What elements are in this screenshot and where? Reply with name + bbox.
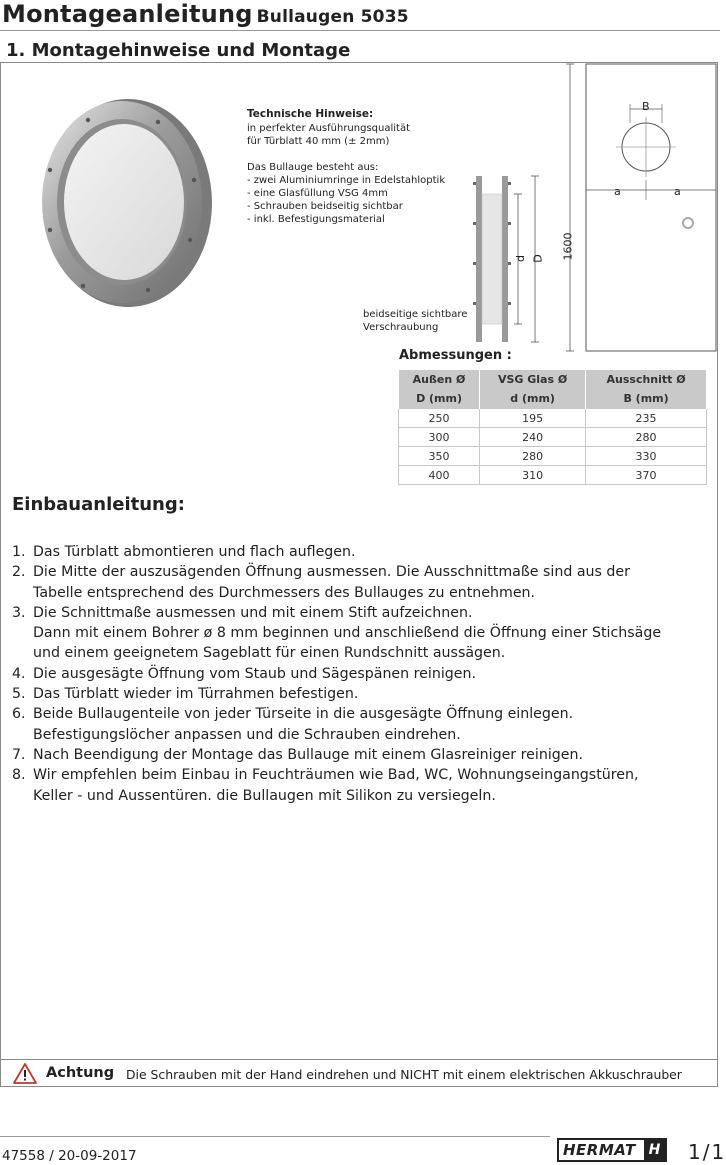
warning-label: Achtung [46, 1065, 115, 1081]
list-item [12, 684, 712, 704]
table-cell: 400 [399, 466, 480, 485]
step-number: 4. [12, 665, 26, 682]
technical-line: - zwei Aluminiumringe in Edelstahloptik [247, 175, 446, 186]
table-row [399, 466, 707, 485]
table-cell: 250 [399, 409, 480, 428]
step-text: Das Türblatt wieder im Türrahmen befestigen. [33, 686, 359, 703]
technical-notes [247, 122, 445, 226]
label-d-small: d [513, 255, 527, 262]
table-header-row [399, 389, 707, 409]
list-item [12, 664, 712, 684]
table-cell: 235 [586, 409, 707, 428]
step-number: 2. [12, 564, 26, 581]
footer-divider [0, 1136, 550, 1137]
dimensions-table [398, 370, 707, 485]
step-text: Die Schnittmaße ausmessen und mit einem Stift aufzeichnen. Dann mit einem Bohrer ø 8 mm beginnen und anschließend die Öffnung einer Stichsäge und einem geeignetem Sageblatt für einen Rundschnitt aussägen. [33, 604, 662, 662]
label-height: 1600 [561, 232, 575, 261]
table-cell: 350 [399, 447, 480, 466]
column-header: Außen Ø [399, 370, 480, 389]
table-row [399, 409, 707, 428]
brand-name: HERMAT [563, 1141, 636, 1159]
warning-text: Die Schrauben mit der Hand eindrehen und NICHT mit einem elektrischen Akkuschrauber [126, 1067, 682, 1082]
label-d-big: D [531, 254, 545, 263]
step-text: Die Mitte der auszusägenden Öffnung ausmessen. Die Ausschnittmaße sind aus der Tabelle entsprechend des Durchmessers des Bullauges zu entnehmen. [33, 564, 630, 601]
table-cell: 310 [480, 466, 586, 485]
document-title: Montageanleitung [2, 0, 253, 28]
technical-line: für Türblatt 40 mm (± 2mm) [247, 136, 390, 147]
technical-line-spacer [247, 148, 445, 161]
screw-note-line: beidseitige sichtbare [363, 309, 468, 320]
label-b: B [642, 100, 650, 113]
column-unit-header: B (mm) [586, 389, 707, 409]
porthole-image [28, 90, 218, 320]
step-text: Die ausgesägte Öffnung vom Staub und Sägespänen reinigen. [33, 665, 477, 682]
page-title [2, 0, 409, 28]
table-row [399, 447, 707, 466]
door-diagram [560, 64, 720, 356]
column-unit-header: d (mm) [480, 389, 586, 409]
technical-line: in perfekter Ausführungsqualität [247, 123, 411, 134]
step-text: Nach Beendigung der Montage das Bullauge mit einem Glasreiniger reinigen. [33, 746, 584, 763]
page-number: 1/1 [688, 1140, 726, 1164]
list-item [12, 745, 712, 765]
table-header-row [399, 370, 707, 389]
label-a-left: a [614, 185, 621, 198]
screw-note [363, 308, 483, 334]
table-cell: 240 [480, 428, 586, 447]
list-item [12, 603, 712, 664]
installation-steps [12, 542, 712, 806]
column-header: Ausschnitt Ø [586, 370, 707, 389]
header-divider [0, 30, 720, 31]
warning-triangle-icon [13, 1063, 37, 1084]
table-cell: 300 [399, 428, 480, 447]
step-text: Wir empfehlen beim Einbau in Feuchträumen wie Bad, WC, Wohnungseingangstüren, Keller - und Aussentüren. die Bullaugen mit Silikon zu versiegeln. [33, 767, 639, 804]
dimensions-title: Abmessungen : [399, 348, 512, 363]
product-subtitle: Bullaugen 5035 [256, 7, 409, 27]
table-cell: 370 [586, 466, 707, 485]
document-id: 47558 / 20-09-2017 [2, 1148, 137, 1164]
list-item [12, 704, 712, 745]
step-number: 6. [12, 706, 26, 723]
technical-line: - Schrauben beidseitig sichtbar [247, 201, 403, 212]
list-item [12, 542, 712, 562]
screw-note-line: Verschraubung [363, 322, 439, 333]
table-cell: 280 [586, 428, 707, 447]
step-number: 8. [12, 767, 26, 784]
list-item [12, 765, 712, 806]
technical-line: - inkl. Befestigungsmaterial [247, 214, 385, 225]
table-cell: 280 [480, 447, 586, 466]
technical-line: - eine Glasfüllung VSG 4mm [247, 188, 388, 199]
brand-mark: H [644, 1140, 665, 1160]
technical-line: Das Bullauge besteht aus: [247, 162, 379, 173]
step-number: 3. [12, 604, 26, 621]
column-header: VSG Glas Ø [480, 370, 586, 389]
label-a-right: a [674, 185, 681, 198]
step-text: Das Türblatt abmontieren und flach auflegen. [33, 544, 356, 560]
table-cell: 330 [586, 447, 707, 466]
step-number: 5. [12, 686, 26, 703]
table-row [399, 428, 707, 447]
step-text: Beide Bullaugenteile von jeder Türseite in die ausgesägte Öffnung einlegen. Befestigungslöcher anpassen und die Schrauben eindrehen. [33, 706, 574, 743]
step-number: 7. [12, 746, 26, 763]
column-unit-header: D (mm) [399, 389, 480, 409]
list-item [12, 562, 712, 603]
table-cell: 195 [480, 409, 586, 428]
step-number: 1. [12, 544, 26, 560]
technical-notes-heading: Technische Hinweise: [247, 108, 374, 120]
installation-title: Einbauanleitung: [12, 494, 185, 515]
section-title: 1. Montagehinweise und Montage [6, 40, 351, 61]
